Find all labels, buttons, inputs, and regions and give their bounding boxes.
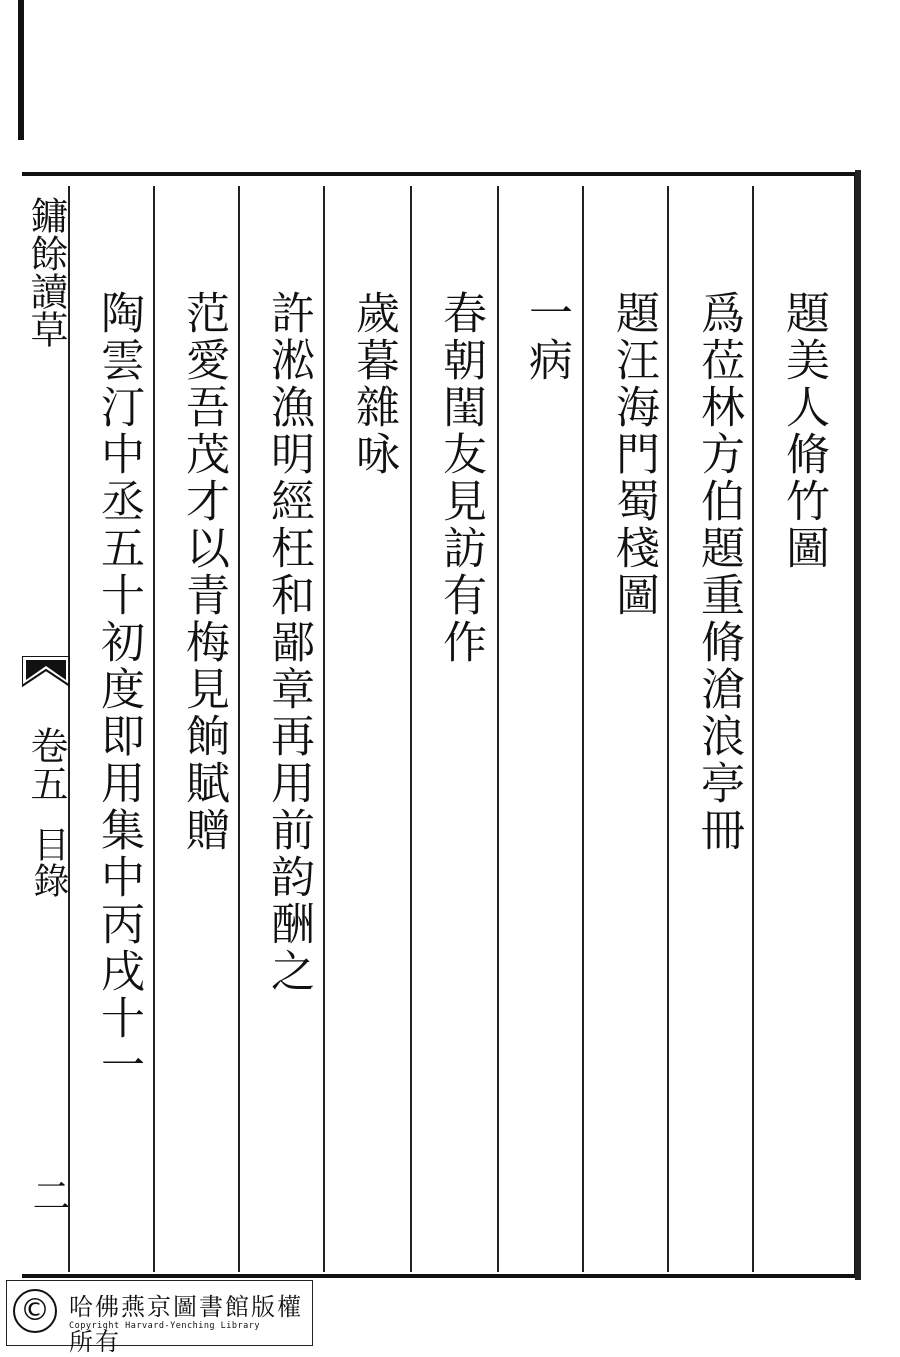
column-divider — [238, 186, 240, 1272]
copyright-icon: © — [13, 1289, 57, 1333]
binding-edge — [18, 0, 24, 140]
page-banner — [22, 186, 70, 1272]
section-label: 目錄 — [28, 826, 69, 898]
frame-edge-right — [855, 170, 861, 1280]
toc-entry: 爲莅林方伯題重脩滄浪亭冊 — [693, 290, 744, 854]
toc-entry: 陶雲汀中丞五十初度即用集中丙戌十一 — [93, 290, 144, 1089]
column-divider — [752, 186, 754, 1272]
toc-entry: 范愛吾茂才以青梅見餉賦贈 — [178, 290, 229, 854]
toc-entry: 題汪海門蜀棧圖 — [608, 290, 659, 619]
column-divider — [582, 186, 584, 1272]
column-divider — [667, 186, 669, 1272]
toc-entry: 歲暮雜咏 — [348, 290, 399, 478]
book-title: 鏞餘讀草 — [24, 196, 68, 348]
toc-entry: 許淞漁明經枉和鄙章再用前韵酬之 — [263, 290, 314, 995]
toc-entry: 春朝閨友見訪有作 — [435, 290, 486, 666]
column-divider — [153, 186, 155, 1272]
column-divider — [323, 186, 325, 1272]
page-number: 二 — [26, 1176, 70, 1214]
stamp-english-text: Copyright Harvard-Yenching Library — [69, 1321, 260, 1331]
fishtail-ornament — [22, 656, 70, 716]
column-divider — [497, 186, 499, 1272]
column-divider — [410, 186, 412, 1272]
volume-label: 卷五 — [24, 726, 68, 802]
toc-entry: 題美人脩竹圖 — [778, 290, 829, 572]
stamp-chinese-text: 哈佛燕京圖書館版權所有 — [69, 1293, 303, 1356]
toc-entry: 一病 — [521, 290, 572, 384]
copyright-stamp — [6, 1280, 313, 1356]
